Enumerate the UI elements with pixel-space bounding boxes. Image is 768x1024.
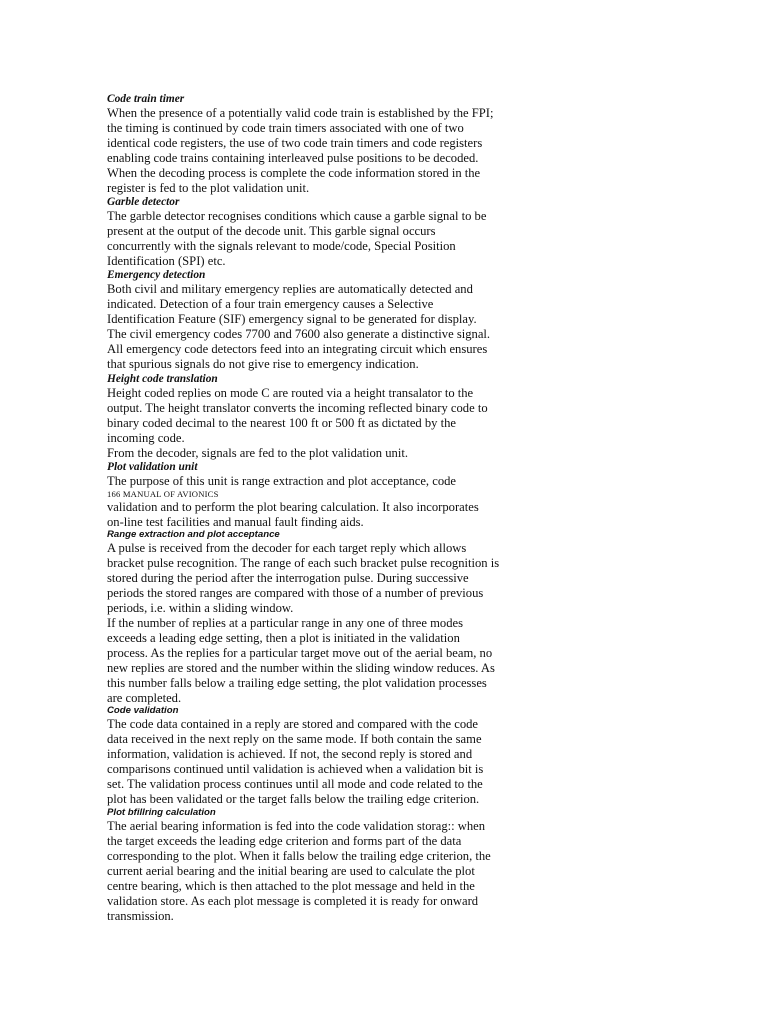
text-line: centre bearing, which is then attached to the plot message and held in the — [107, 879, 475, 893]
section-plot-bearing-calculation — [107, 807, 507, 924]
text-line: the target exceeds the leading edge criterion and forms part of the data — [107, 834, 462, 848]
text-line: that spurious signals do not give rise to emergency indication. — [107, 357, 419, 371]
text-line: When the presence of a potentially valid code train is established by the FPI; — [107, 106, 494, 120]
section-range-extraction — [107, 529, 507, 706]
text-line: All emergency code detectors feed into an integrating circuit which ensures — [107, 342, 488, 356]
text-line: bracket pulse recognition. The range of each such bracket pulse recognition is — [107, 556, 500, 570]
text-line: incoming code. — [107, 431, 185, 445]
text-line: comparisons continued until validation is achieved when a validation bit is — [107, 762, 484, 776]
section-heading: Code train timer — [107, 93, 185, 105]
text-line: output. The height translator converts the incoming reflected binary code to — [107, 401, 488, 415]
text-line: register is fed to the plot validation unit. — [107, 181, 310, 195]
text-line: process. As the replies for a particular target move out of the aerial beam, no — [107, 646, 493, 660]
text-line: present at the output of the decode unit. This garble signal occurs — [107, 224, 436, 238]
text-line: binary coded decimal to the nearest 100 ft or 500 ft as dictated by the — [107, 416, 457, 430]
text-line: The garble detector recognises conditions which cause a garble signal to be — [107, 209, 487, 223]
text-line: indicated. Detection of a four train emergency causes a Selective — [107, 297, 434, 311]
section-heading: Emergency detection — [107, 269, 206, 281]
text-line: corresponding to the plot. When it falls below the trailing edge criterion, the — [107, 849, 491, 863]
text-line: this number falls below a trailing edge setting, the plot validation processes — [107, 676, 487, 690]
running-head: 166 MANUAL OF AVIONICS — [107, 489, 219, 499]
text-line: enabling code trains containing interleaved pulse positions to be decoded. — [107, 151, 479, 165]
text-line: The purpose of this unit is range extraction and plot acceptance, code — [107, 474, 456, 488]
text-line: When the decoding process is complete the code information stored in the — [107, 166, 481, 180]
text-line: Both civil and military emergency replies are automatically detected and — [107, 282, 473, 296]
text-line: periods the stored ranges are compared with those of a number of previous — [107, 586, 484, 600]
section-heading: Code validation — [107, 705, 179, 716]
text-line: If the number of replies at a particular range in any one of three modes — [107, 616, 463, 630]
text-line: information, validation is achieved. If not, the second reply is stored and — [107, 747, 473, 761]
text-line: on-line test facilities and manual fault finding aids. — [107, 515, 364, 529]
text-line: current aerial bearing and the initial bearing are used to calculate the plot — [107, 864, 475, 878]
text-line: data received in the next reply on the same mode. If both contain the same — [107, 732, 482, 746]
text-line: Identification (SPI) etc. — [107, 254, 226, 268]
text-line: plot has been validated or the target falls below the trailing edge criterion. — [107, 792, 480, 806]
text-line: The civil emergency codes 7700 and 7600 also generate a distinctive signal. — [107, 327, 491, 341]
text-line: set. The validation process continues until all mode and code related to the — [107, 777, 483, 791]
text-line: The aerial bearing information is fed into the code validation storag:: when — [107, 819, 486, 833]
text-line: transmission. — [107, 909, 174, 923]
text-line: validation store. As each plot message is completed it is ready for onward — [107, 894, 479, 908]
text-line: stored during the period after the interrogation pulse. During successive — [107, 571, 469, 585]
text-line: Identification Feature (SIF) emergency signal to be generated for display. — [107, 312, 477, 326]
section-emergency-detection — [107, 268, 507, 372]
section-plot-validation-unit — [107, 460, 507, 530]
text-line: A pulse is received from the decoder for each target reply which allows — [107, 541, 467, 555]
text-line: validation and to perform the plot bearing calculation. It also incorporates — [107, 500, 479, 514]
section-code-train-timer — [107, 92, 507, 196]
text-line: The code data contained in a reply are stored and compared with the code — [107, 717, 479, 731]
section-code-validation — [107, 705, 507, 807]
text-line: exceeds a leading edge setting, then a plot is initiated in the validation — [107, 631, 460, 645]
text-line: From the decoder, signals are fed to the plot validation unit. — [107, 446, 408, 460]
text-line: the timing is continued by code train timers associated with one of two — [107, 121, 464, 135]
section-heading: Height code translation — [107, 373, 218, 385]
text-line: Height coded replies on mode C are routed via a height transalator to the — [107, 386, 474, 400]
text-line: periods, i.e. within a sliding window. — [107, 601, 294, 615]
section-heading: Plot validation unit — [107, 461, 198, 473]
section-garble-detector — [107, 195, 507, 269]
text-line: are completed. — [107, 691, 182, 705]
text-line: new replies are stored and the number within the sliding window reduces. As — [107, 661, 495, 675]
section-heading: Range extraction and plot acceptance — [107, 529, 280, 540]
text-line: identical code registers, the use of two code train timers and code registers — [107, 136, 483, 150]
section-height-code-translation — [107, 372, 507, 461]
section-heading: Plot bfillring calculation — [107, 807, 216, 818]
text-line: concurrently with the signals relevant to mode/code, Special Position — [107, 239, 456, 253]
section-heading: Garble detector — [107, 196, 180, 208]
